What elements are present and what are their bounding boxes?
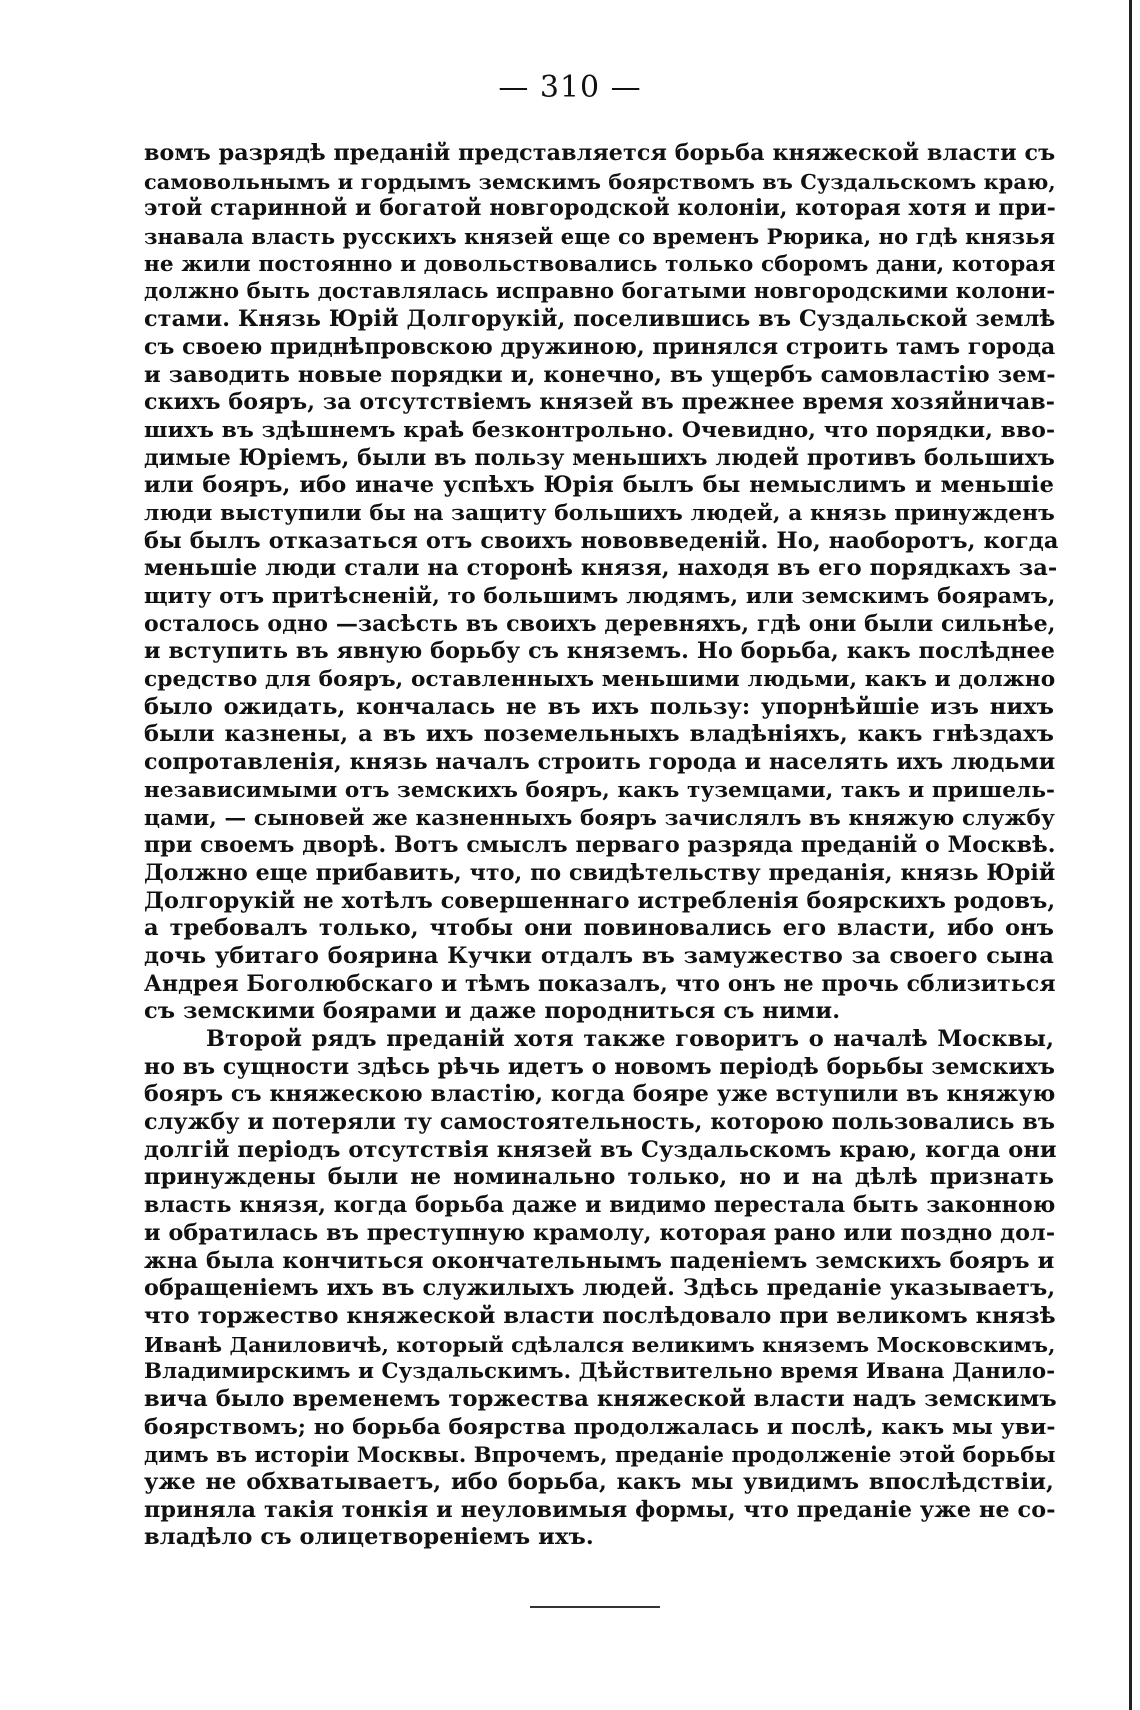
text-line: Второй рядъ преданій хотя также говоритъ о началѣ Москвы, [206,1026,1054,1052]
text-line: и вступить въ явную борьбу съ княземъ. Но борьба, какъ послѣднее [144,638,1056,665]
text-line: дочь убитаго боярина Кучки отдалъ въ замужество за своего сына [144,942,1054,969]
text-line: самовольнымъ и гордымъ земскимъ боярствомъ въ Суздальскомъ краю, [144,168,1056,194]
page-number: — 310 — [498,70,642,105]
text-line: что торжество княжеской власти послѣдовало при великомъ князѣ [144,1302,1056,1329]
text-line: осталось одно —засѣсть въ своихъ деревняхъ, гдѣ они были сильнѣе, [144,610,1056,637]
text-line: люди выступили бы на защиту большихъ людей, а князь принужденъ [144,500,1055,526]
text-line: средство для бояръ, оставленныхъ меньшими людьми, какъ и должно [144,667,1056,693]
text-line: вича было временемъ торжества княжеской власти надъ земскимъ [144,1385,1057,1412]
text-line: Иванѣ Даниловичѣ, который сдѣлался великимъ княземъ Московскимъ, [144,1331,1056,1357]
text-line: шихъ въ здѣшнемъ краѣ безконтрольно. Очевидно, что порядки, вво- [144,416,1056,443]
text-line: скихъ бояръ, за отсутствіемъ князей въ прежнее время хозяйничав- [144,389,1056,416]
body-text [144,140,1059,1552]
text-line: меньшіе люди стали на сторонѣ князя, находя въ его порядкахъ за- [144,555,1058,582]
text-line: боярствомъ; но борьба боярства продолжалась и послѣ, какъ мы уви- [144,1413,1056,1440]
text-line: службу и потеряли ту самостоятельность, которою пользовались въ [144,1109,1056,1136]
text-line: жна была кончиться окончательнымъ паденіемъ земскихъ бояръ и [144,1247,1055,1274]
text-line: цами, — сыновей же казненныхъ бояръ зачислялъ въ княжую службу [144,805,1055,831]
text-line: долгій періодъ отсутствія князей въ Суздальскомъ краю, когда они [144,1136,1057,1163]
text-line: Долгорукій не хотѣлъ совершеннаго истребленія боярскихъ родовъ, [144,887,1056,914]
paragraph-2 [144,1026,1057,1552]
text-line: димые Юріемъ, были въ пользу меньшихъ людей противъ большихъ [144,444,1055,471]
text-line: знавала власть русскихъ князей еще со временъ Рюрика, но гдѣ князья [144,224,1056,250]
text-line: щиту отъ притѣсненій, то большимъ людямъ, или земскимъ боярамъ, [144,584,1056,609]
text-line: съ земскими боярами и даже породниться съ ними. [144,998,841,1025]
text-line: и обратилась въ преступную крамолу, которая рано или поздно дол- [144,1219,1056,1246]
text-line: этой старинной и богатой новгородской колоніи, которая хотя и при- [144,195,1056,222]
text-line: принуждены были не номинально только, но и на дѣлѣ признать [144,1164,1054,1191]
text-line: съ своею приднѣпровскою дружиною, принялся строить тамъ города [144,333,1056,360]
closing-rule [530,1606,660,1608]
text-line: уже не обхватываетъ, ибо борьба, какъ мы увидимъ впослѣдствіи, [144,1469,1054,1495]
text-line: но въ сущности здѣсь рѣчь идетъ о новомъ періодѣ борьбы земскихъ [144,1053,1056,1080]
text-line: стами. Князь Юрій Долгорукій, поселившись въ Суздальской землѣ [144,306,1056,333]
text-line: обращеніемъ ихъ въ служилыхъ людей. Здѣсь преданіе указываетъ, [144,1275,1056,1302]
text-line: были казнены, а въ ихъ поземельныхъ владѣніяхъ, какъ гнѣздахъ [144,721,1054,748]
text-line: владѣло съ олицетвореніемъ ихъ. [144,1524,594,1551]
text-line: должно быть доставлялась исправно богатыми новгородскими колони- [144,279,1056,305]
text-line: приняла такія тонкія и неуловимыя формы, что преданіе уже не со- [144,1496,1056,1523]
text-line: бы былъ отказаться отъ своихъ нововведеній. Но, наоборотъ, когда [144,527,1059,554]
text-line: бояръ съ княжескою властію, когда бояре уже вступили въ княжую [144,1081,1056,1108]
text-line: Андрея Боголюбскаго и тѣмъ показалъ, что онъ не прочь сблизиться [144,970,1056,997]
text-line: сопротавленія, князь началъ строить города и населять ихъ людьми [144,749,1056,776]
text-line: при своемъ дворѣ. Вотъ смыслъ перваго разряда преданій о Москвѣ. [144,832,1056,859]
paragraph-1 [144,140,1059,1026]
page-edge-border [1129,0,1132,1710]
text-line: а требовалъ только, чтобы они повиновались его власти, ибо онъ [144,915,1054,942]
text-line: или бояръ, ибо иначе успѣхъ Юрія былъ бы немыслимъ и меньшіе [144,472,1054,499]
text-line: было ожидать, кончалась не въ ихъ пользу: упорнѣйшіе изъ нихъ [144,693,1054,720]
text-line: Владимирскимъ и Суздальскимъ. Дѣйствительно время Ивана Данило- [144,1359,1056,1385]
text-line: димъ въ исторіи Москвы. Впрочемъ, преданіе продолженіе этой борьбы [144,1442,1056,1468]
text-line: независимыми отъ земскихъ бояръ, какъ туземцами, такъ и пришель- [144,777,1056,803]
text-line: вомъ разрядѣ преданій представляется борьба княжеской власти съ [144,140,1056,166]
text-line: и заводить новые порядки и, конечно, въ ущербъ самовластію зем- [144,361,1056,388]
text-line: власть князя, когда борьба даже и видимо перестала быть законною [144,1192,1056,1219]
text-line: не жили постоянно и довольствовались только сборомъ дани, которая [144,251,1056,277]
text-line: Должно еще прибавить, что, по свидѣтельству преданія, князь Юрій [144,859,1056,886]
